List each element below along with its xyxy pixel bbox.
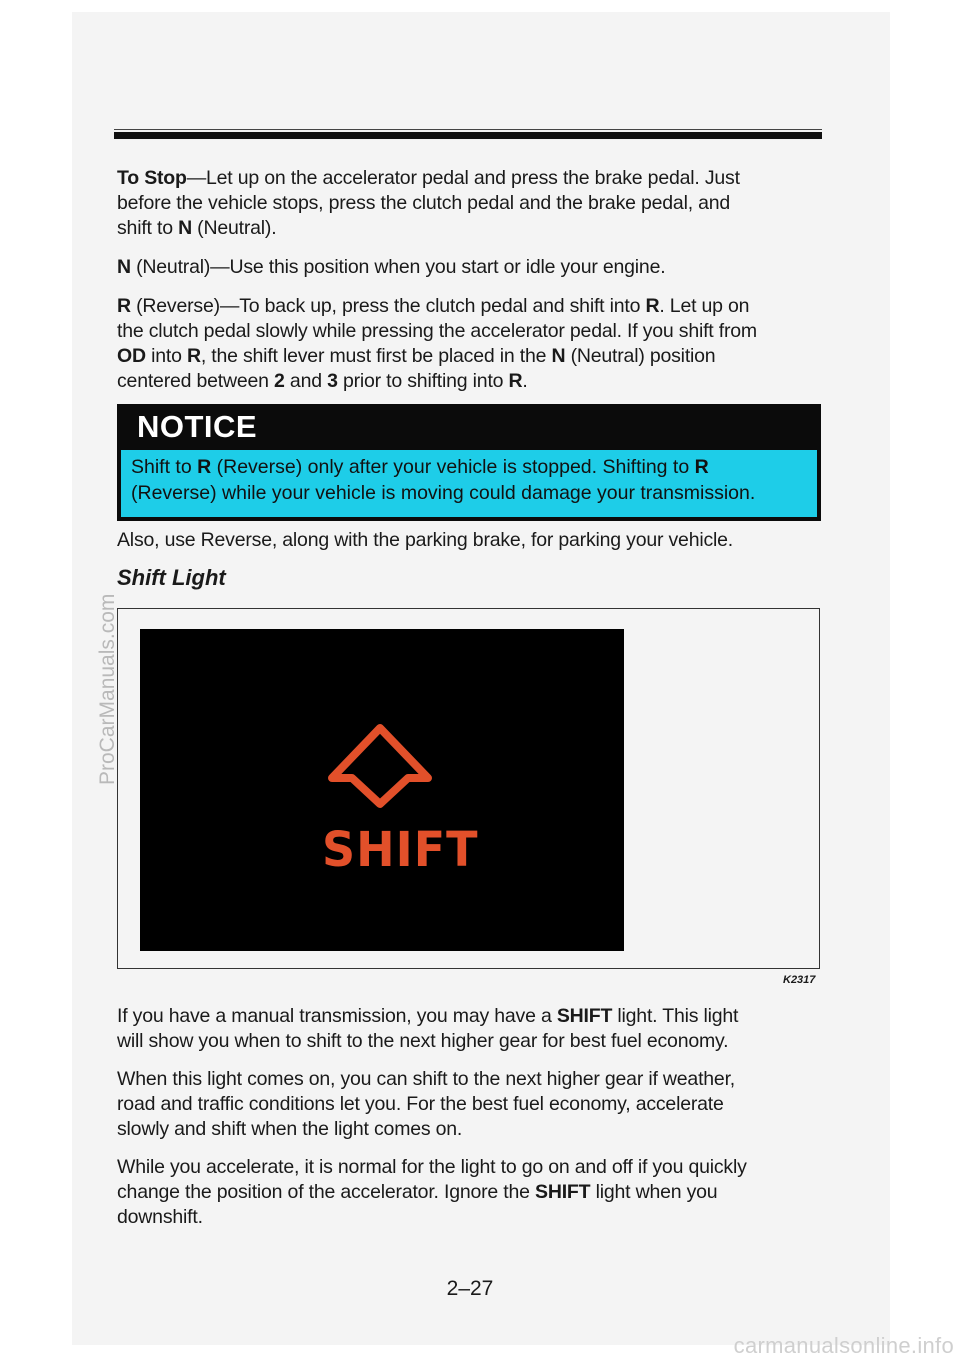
gear-letter: R [117, 295, 131, 317]
reverse-text: and [284, 370, 328, 392]
gear-letter: R [508, 370, 523, 392]
gear-letter: N [178, 217, 192, 239]
reverse-text: , the shift lever must first be placed in the [200, 345, 552, 367]
when-light-paragraph [117, 1067, 817, 1142]
gear-letter: R [197, 456, 212, 478]
reverse-text: prior to shifting into [337, 370, 509, 392]
gear-letter: R [186, 345, 201, 367]
body-text: slowly and shift when the light comes on. [117, 1118, 463, 1140]
reverse-text: . Let up on [659, 295, 750, 317]
to-stop-text: shift to [117, 217, 179, 239]
to-stop-paragraph [117, 166, 817, 241]
shift-indicator-label: SHIFT [322, 820, 479, 878]
to-stop-label: To Stop [117, 167, 187, 189]
reverse-text: into [145, 345, 187, 367]
reverse-text: . [522, 370, 528, 392]
gear-letter: 2 [274, 370, 285, 392]
notice-title: NOTICE [137, 409, 258, 444]
to-stop-line: —Let up on the accelerator pedal and press the brake pedal. Just [186, 167, 740, 189]
body-text: light when you [590, 1181, 718, 1203]
body-text: While you accelerate, it is normal for the light to go on and off if you quickly [117, 1156, 747, 1178]
body-text: If you have a manual transmission, you may have a [117, 1005, 557, 1027]
gear-letter: 3 [327, 370, 338, 392]
section-title: Shift Light [117, 565, 226, 590]
page-number: 2–27 [446, 1277, 494, 1300]
notice-body [121, 450, 817, 517]
notice-text: (Reverse) while your vehicle is moving could damage your transmission. [131, 482, 756, 504]
reverse-text: (Neutral) position [565, 345, 716, 367]
body-text: change the position of the accelerator. Ignore the [117, 1181, 536, 1203]
figure-code: K2317 [783, 974, 816, 986]
shift-keyword: SHIFT [535, 1181, 591, 1203]
body-text: road and traffic conditions let you. For the best fuel economy, accelerate [117, 1093, 724, 1115]
bottom-watermark: carmanualsonline.info [733, 1333, 954, 1358]
header-rule [114, 132, 822, 139]
reverse-text: centered between [117, 370, 275, 392]
header-rule-thin [114, 129, 822, 130]
neutral-text: (Neutral)—Use this position when you start or idle your engine. [130, 256, 666, 278]
notice-box [117, 404, 821, 521]
also-paragraph: Also, use Reverse, along with the parking brake, for parking your vehicle. [117, 529, 734, 551]
gear-letter: R [694, 456, 709, 478]
side-watermark: ProCarManuals.com [96, 593, 119, 785]
neutral-paragraph [117, 255, 817, 280]
notice-text: (Reverse) only after your vehicle is stopped. Shifting to [211, 456, 695, 478]
shift-keyword: SHIFT [556, 1005, 613, 1027]
reverse-text: the clutch pedal slowly while pressing the accelerator pedal. If you shift from [117, 320, 757, 342]
body-text: will show you when to shift to the next higher gear for best fuel economy. [117, 1030, 729, 1052]
reverse-text: (Reverse)—To back up, press the clutch pedal and shift into [130, 295, 646, 317]
shift-light-paragraph [117, 1004, 817, 1054]
body-text: When this light comes on, you can shift to the next higher gear if weather, [117, 1068, 736, 1090]
notice-text: Shift to [131, 456, 198, 478]
body-text: downshift. [117, 1206, 203, 1228]
shift-arrow-icon [320, 716, 440, 816]
body-text: light. This light [612, 1005, 739, 1027]
to-stop-text: (Neutral). [191, 217, 277, 239]
reverse-paragraph [117, 294, 817, 394]
gear-letter: R [645, 295, 660, 317]
gear-letter: N [551, 345, 566, 367]
accelerate-paragraph [117, 1155, 817, 1230]
gear-letter: N [117, 256, 131, 278]
to-stop-line: before the vehicle stops, press the clutch pedal and the brake pedal, and [117, 192, 731, 214]
gear-letter: OD [117, 345, 146, 367]
